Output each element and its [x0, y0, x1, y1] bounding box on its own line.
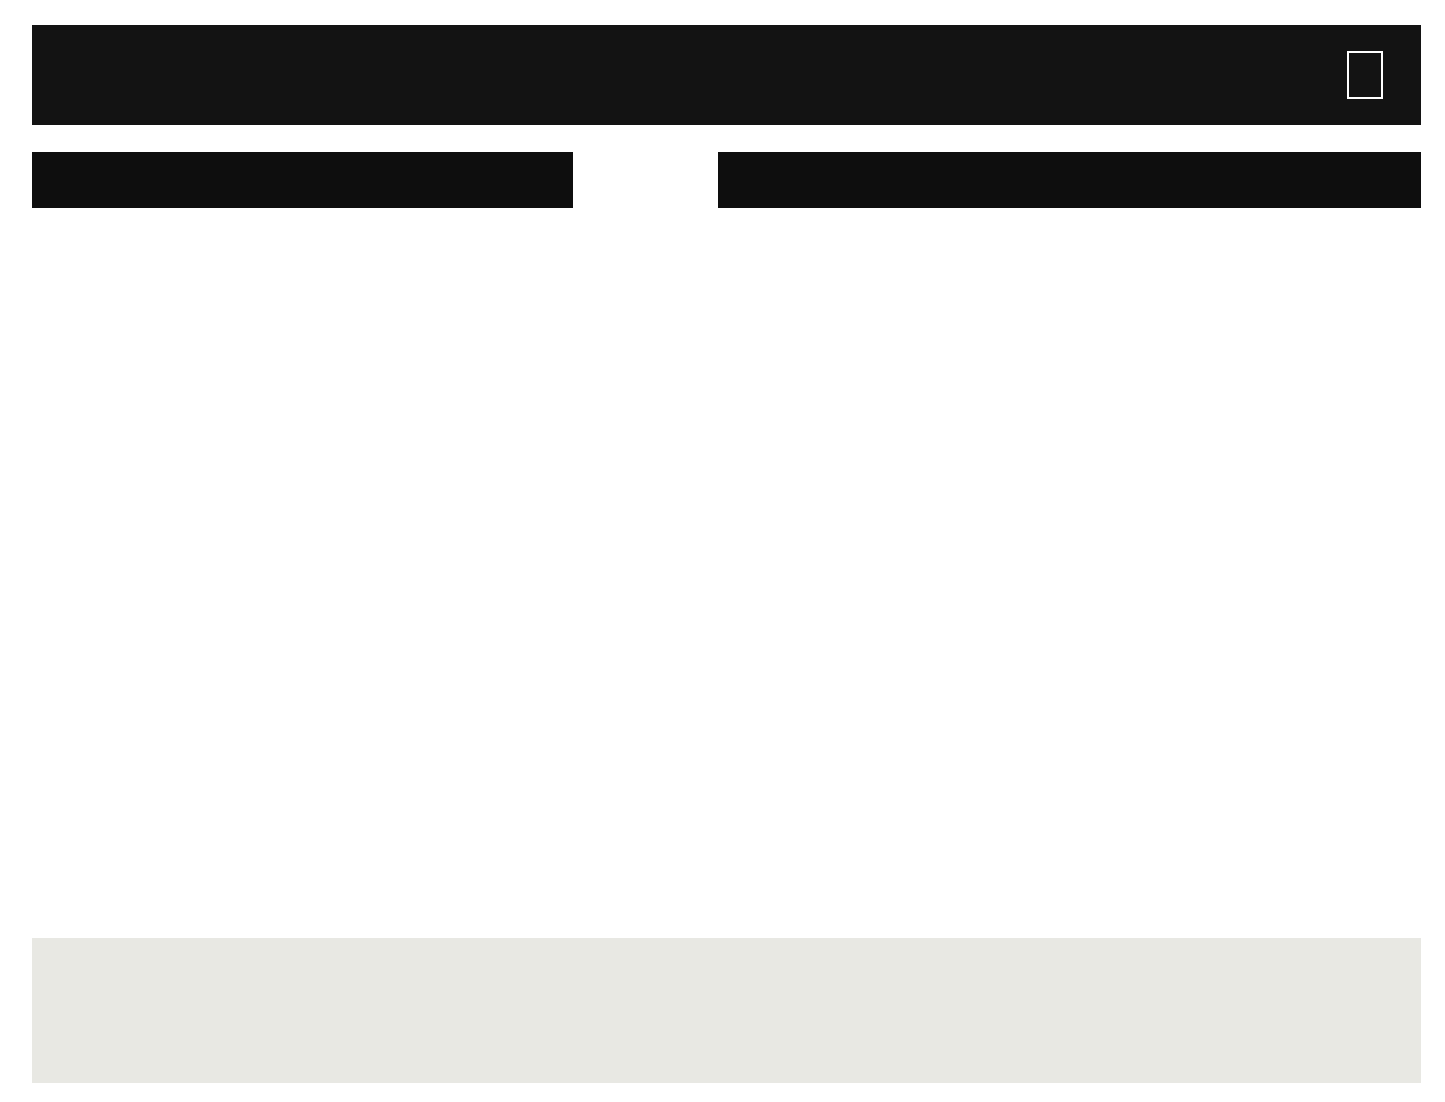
- topographic-contour-lines-icon: [32, 25, 1421, 125]
- how-to-size-block: [68, 960, 700, 977]
- footer-panel: [32, 938, 1421, 1083]
- header-banner: [32, 25, 1421, 125]
- section-title-large-xl: [718, 152, 1421, 208]
- between-sizes-block: [718, 960, 1378, 969]
- chart-large-xl-paws: [690, 228, 1445, 928]
- section-title-small-medium: [32, 152, 573, 208]
- canada-pooch-logo: [1347, 51, 1383, 99]
- chart-small-medium-paws: [30, 228, 610, 928]
